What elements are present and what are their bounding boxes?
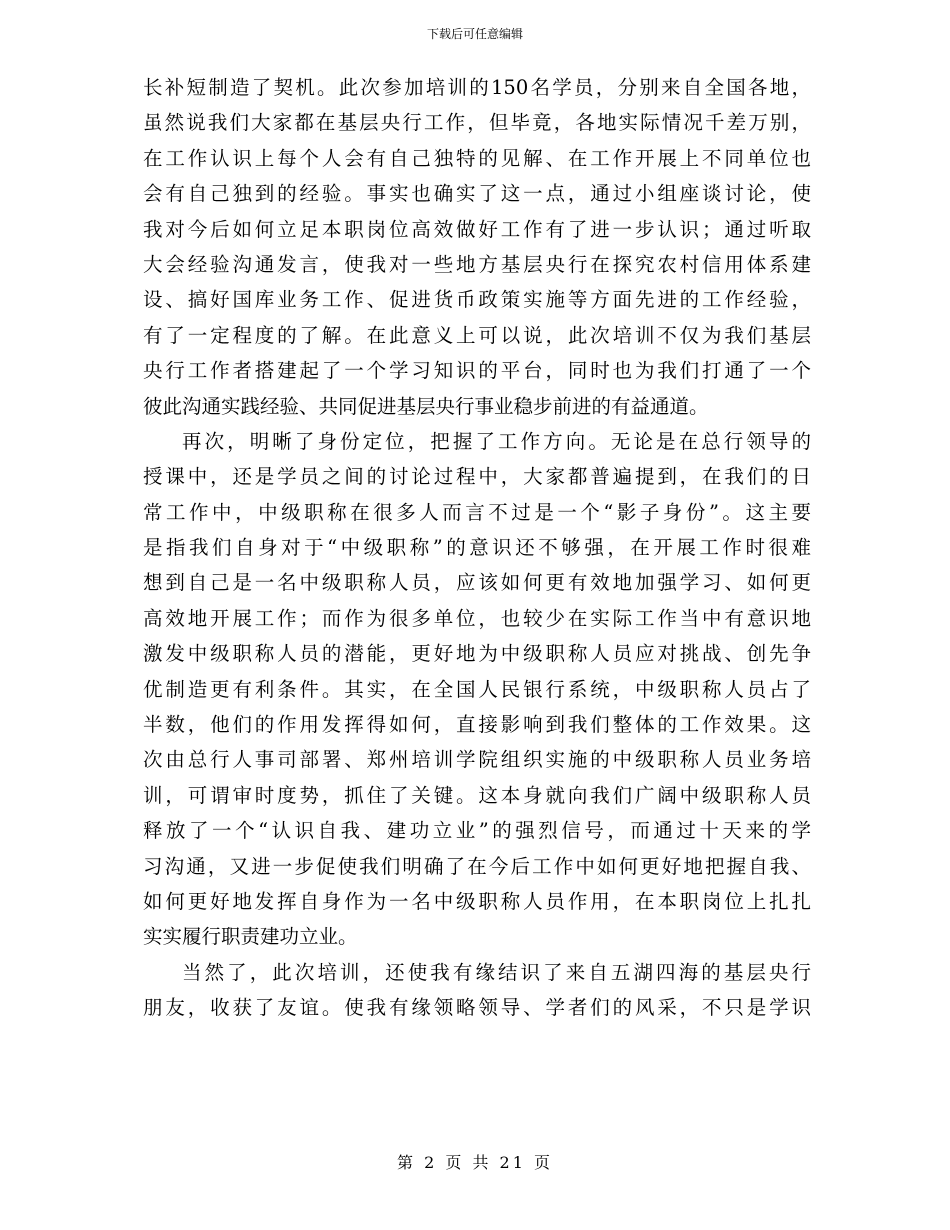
text-line: 实实履行职责建功立业。 — [143, 925, 358, 949]
text-line: 授课中，还是学员之间的讨论过程中，大家都普遍提到，在我们的日 — [143, 465, 811, 489]
text-line: 习沟通，又进一步促使我们明确了在今后工作中如何更好地把握自我、 — [143, 854, 811, 878]
text-line: 想到自己是一名中级职称人员，应该如何更有效地加强学习、如何更 — [143, 571, 811, 595]
text-line: 激发中级职称人员的潜能，更好地为中级职称人员应对挑战、创先争 — [143, 642, 811, 666]
text-line: 设、搞好国库业务工作、促进货币政策实施等方面先进的工作经验， — [143, 288, 811, 312]
text-line: 次由总行人事司部署、郑州培训学院组织实施的中级职称人员业务培 — [143, 748, 811, 772]
text-line: 常工作中，中级职称在很多人而言不过是一个“影子身份”。这主要 — [143, 500, 811, 524]
paragraph-first-line: 当然了，此次培训，还使我有缘结识了来自五湖四海的基层央行 — [182, 960, 811, 984]
text-line: 长补短制造了契机。此次参加培训的150名学员，分别来自全国各地， — [143, 76, 811, 99]
text-line: 朋友，收获了友谊。使我有缘领略领导、学者们的风采，不只是学识 — [143, 996, 811, 1020]
text-line: 在工作认识上每个人会有自己独特的见解、在工作开展上不同单位也 — [143, 146, 811, 170]
text-line: 释放了一个“认识自我、建功立业”的强烈信号，而通过十天来的学 — [143, 819, 811, 843]
text-line: 会有自己独到的经验。事实也确实了这一点，通过小组座谈讨论，使 — [143, 182, 811, 206]
page-header: 下载后可任意编辑 — [426, 27, 523, 41]
text-line: 优制造更有利条件。其实，在全国人民银行系统，中级职称人员占了 — [143, 677, 811, 701]
paragraph-first-line: 再次，明晰了身份定位，把握了工作方向。无论是在总行领导的 — [182, 429, 811, 453]
text-line: 是指我们自身对于“中级职称”的意识还不够强，在开展工作时很难 — [143, 536, 811, 560]
text-line: 大会经验沟通发言，使我对一些地方基层央行在探究农村信用体系建 — [143, 252, 811, 276]
document-body — [143, 70, 811, 1026]
text-line: 我对今后如何立足本职岗位高效做好工作有了进一步认识；通过听取 — [143, 217, 811, 241]
text-line: 有了一定程度的了解。在此意义上可以说，此次培训不仅为我们基层 — [143, 323, 811, 347]
text-line: 高效地开展工作；而作为很多单位，也较少在实际工作当中有意识地 — [143, 606, 811, 630]
text-line: 训，可谓审时度势，抓住了关键。这本身就向我们广阔中级职称人员 — [143, 783, 811, 807]
text-line: 虽然说我们大家都在基层央行工作，但毕竟，各地实际情况千差万别， — [143, 111, 811, 135]
text-line: 如何更好地发挥自身作为一名中级职称人员作用，在本职岗位上扎扎 — [143, 889, 811, 913]
text-line: 半数，他们的作用发挥得如何，直接影响到我们整体的工作效果。这 — [143, 713, 811, 737]
text-line: 央行工作者搭建起了一个学习知识的平台，同时也为我们打通了一个 — [143, 359, 811, 383]
text-line: 彼此沟通实践经验、共同促进基层央行事业稳步前进的有益通道。 — [143, 394, 709, 418]
page-footer: 第 2 页 共 21 页 — [397, 1153, 553, 1172]
